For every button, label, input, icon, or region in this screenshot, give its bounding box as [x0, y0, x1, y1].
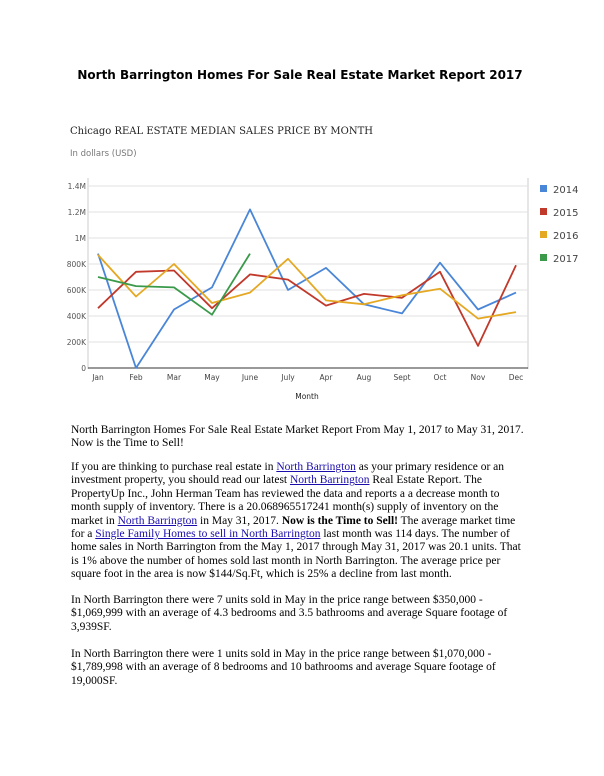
- x-tick-label: Nov: [470, 373, 486, 382]
- series-line-2014: [98, 209, 516, 368]
- price-range-paragraph-1: In North Barrington there were 7 units sold in May in the price range between $350,000 - $1,069,999 with an average of 4.3 bedrooms and 3.5 bathrooms and average Square footage of 3,939SF.: [71, 594, 508, 633]
- price-range-paragraph-2: In North Barrington there were 1 units sold in May in the price range between $1,070,000 - $1,789,998 with an average of 8 bedrooms and 10 bathrooms and average Square footage of 19,000SF.: [71, 648, 496, 687]
- y-tick-label: 200K: [66, 338, 86, 347]
- chart-subtitle: In dollars (USD): [70, 149, 137, 159]
- x-tick-label: June: [241, 373, 259, 382]
- series-line-2017: [98, 254, 250, 315]
- x-tick-label: Aug: [356, 373, 372, 382]
- chart-title: Chicago REAL ESTATE MEDIAN SALES PRICE BY MONTH: [70, 126, 373, 137]
- single-family-homes-link[interactable]: Single Family Homes to sell in North Barrington: [95, 528, 321, 541]
- x-tick-label: Mar: [166, 373, 182, 382]
- legend-swatch-2015: [540, 208, 547, 215]
- x-tick-label: Apr: [319, 373, 333, 382]
- legend-label-2017: 2017: [553, 254, 579, 265]
- x-tick-label: May: [204, 373, 220, 382]
- y-tick-label: 1M: [74, 234, 86, 243]
- document-title: North Barrington Homes For Sale Real Estate Market Report 2017: [77, 68, 523, 82]
- series-line-2015: [98, 265, 516, 346]
- x-tick-label: Sept: [393, 373, 411, 382]
- y-tick-label: 800K: [66, 260, 86, 269]
- para-text-3: Real Estate Report. The PropertyUp Inc., John Herman Team has reviewed the data and reports a a decrease month to month supply of inventory. There is a 20.068965517241 month(s) supply of inventory on the market in: [71, 474, 500, 527]
- legend-swatch-2014: [540, 185, 547, 192]
- x-tick-label: Oct: [433, 373, 447, 382]
- x-tick-label: Feb: [129, 373, 143, 382]
- intro-paragraph: North Barrington Homes For Sale Real Estate Market Report From May 1, 2017 to May 31, 2017. Now is the Time to Sell!: [71, 424, 524, 450]
- x-tick-label: Dec: [508, 373, 524, 382]
- market-paragraph: [71, 461, 531, 582]
- y-tick-label: 0: [81, 364, 86, 373]
- y-tick-label: 1.4M: [67, 182, 86, 191]
- legend-swatch-2017: [540, 254, 547, 261]
- line-chart: [66, 120, 604, 410]
- legend-label-2016: 2016: [553, 231, 579, 242]
- x-tick-label: Jan: [92, 373, 104, 382]
- legend-label-2015: 2015: [553, 208, 579, 219]
- sell-now-bold: Now is the Time to Sell!: [281, 514, 398, 527]
- legend-label-2014: 2014: [553, 185, 579, 196]
- y-tick-label: 600K: [66, 286, 86, 295]
- para-text-6: last month was 114 days. The number of home sales in North Barrington from the May 1, 2017 through May 31, 2017 was 20.1 units. That is 1% above the number of homes sold last month in North Barrington. The average price per square foot in the area is now $144/Sq.Ft, which is 25% a decline from last month.: [71, 528, 521, 581]
- x-tick-label: July: [281, 373, 295, 382]
- x-axis-title: Month: [295, 392, 319, 401]
- chart-svg: [66, 120, 604, 410]
- y-tick-label: 1.2M: [67, 208, 86, 217]
- north-barrington-link-2[interactable]: North Barrington: [289, 474, 370, 487]
- para-text-5: The average market time for a: [71, 514, 516, 541]
- legend-swatch-2016: [540, 231, 547, 238]
- para-text-2: as your primary residence or an investment property, you should read our latest: [71, 461, 505, 487]
- para-text-4: in May 31, 2017.: [197, 514, 282, 527]
- para-text-1: If you are thinking to purchase real estate in: [71, 461, 277, 473]
- north-barrington-link-1[interactable]: North Barrington: [276, 461, 356, 473]
- y-tick-label: 400K: [66, 312, 86, 321]
- north-barrington-link-3[interactable]: North Barrington: [117, 514, 198, 527]
